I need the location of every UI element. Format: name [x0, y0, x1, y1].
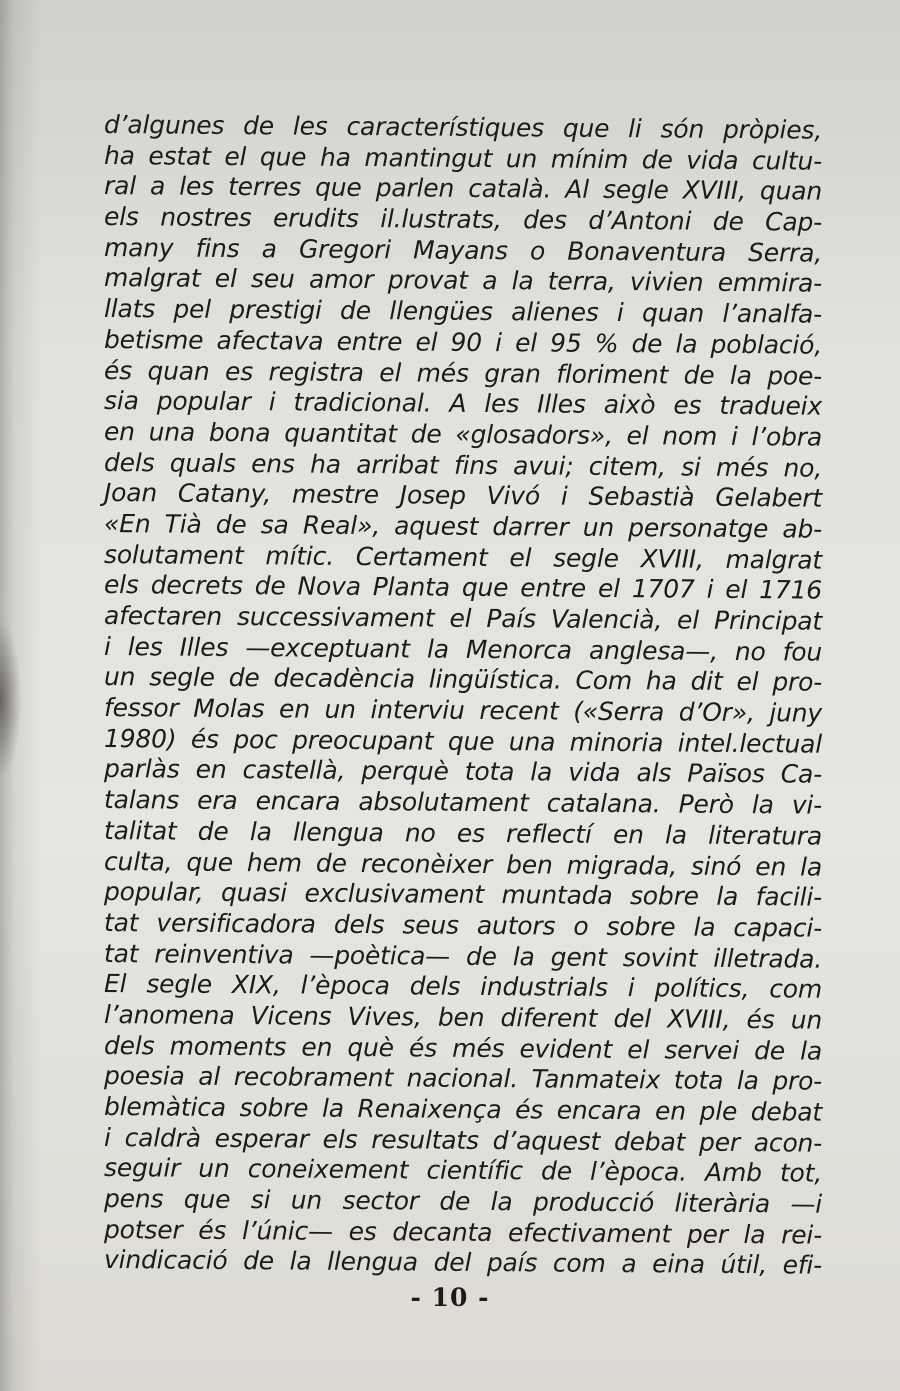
text-line: tat versificadora dels seus autors o sobre la capaci- [104, 907, 822, 943]
text-line: i les Illes —exceptuant la Menorca anglesa—, no fou [104, 631, 822, 667]
text-line: parlàs en castellà, perquè tota la vida als Països Ca- [104, 754, 822, 790]
text-line: El segle XIX, l’època dels industrials i polítics, com [104, 969, 822, 1004]
text-line: talitat de la llengua no es reflectí en la literatura [104, 815, 822, 851]
text-line: d’algunes de les característiques que li són pròpies, [104, 110, 822, 145]
text-line: talans era encara absolutament catalana. Però la vi- [104, 785, 822, 820]
text-line: «En Tià de sa Real», aquest darrer un personatge ab- [104, 508, 822, 544]
text-line: tat reinventiva —poètica— de la gent sovint illetrada. [104, 938, 822, 974]
text-line: és quan es registra el més gran floriment de la poe- [104, 355, 822, 391]
text-line: l’anomena Vicens Vives, ben diferent del XVIII, és un [104, 999, 822, 1035]
text-line: afectaren successivament el País Valencià, el Principat [104, 601, 822, 636]
text-line: sia popular i tradicional. A les Illes això es tradueix [104, 386, 822, 421]
text-line: solutament mític. Certament el segle XVIII, malgrat [104, 539, 822, 575]
body-text [104, 110, 822, 1281]
text-line: i caldrà esperar els resultats d’aquest debat per acon- [104, 1122, 822, 1158]
text-line: popular, quasi exclusivament muntada sobre la facili- [104, 877, 822, 912]
text-line: ral a les terres que parlen català. Al segle XVIII, quan [104, 171, 822, 207]
text-line: many fins a Gregori Mayans o Bonaventura Serra, [104, 232, 822, 268]
text-line: fessor Molas en un interviu recent («Serra d’Or», juny [104, 693, 822, 728]
text-line: dels quals ens ha arribat fins avui; citem, si més no, [104, 447, 822, 483]
text-line: seguir un coneixement científic de l’època. Amb tot, [104, 1153, 822, 1189]
text-line: vindicació de la llengua del país com a eina útil, efi- [104, 1245, 822, 1281]
text-line: culta, que hem de reconèixer ben migrada, sinó en la [104, 846, 822, 882]
text-line: els nostres erudits il.lustrats, des d’Antoni de Cap- [104, 202, 822, 237]
text-line: un segle de decadència lingüística. Com ha dit el pro- [104, 662, 822, 698]
text-line: pens que si un sector de la producció literària —i [104, 1184, 822, 1219]
text-line: malgrat el seu amor provat a la terra, vivien emmira- [104, 263, 822, 299]
text-line: els decrets de Nova Planta que entre el 1707 i el 1716 [104, 570, 822, 605]
text-line: Joan Catany, mestre Josep Vivó i Sebastià Gelabert [104, 478, 822, 513]
text-line: dels moments en què és més evident el servei de la [104, 1030, 822, 1066]
page-number: - 10 - [410, 1283, 490, 1312]
text-line: llats pel prestigi de llengües alienes i quan l’analfa- [104, 294, 822, 329]
text-line: poesia al recobrament nacional. Tanmateix tota la pro- [104, 1061, 822, 1096]
text-line: blemàtica sobre la Renaixença és encara en ple debat [104, 1092, 822, 1127]
text-line: en una bona quantitat de «glosadors», el nom i l’obra [104, 416, 822, 452]
text-line: ha estat el que ha mantingut un mínim de vida cultu- [104, 140, 822, 176]
text-line: betisme afectava entre el 90 i el 95 % de la població, [104, 324, 822, 360]
text-line: potser és l’únic— es decanta efectivament per la rei- [104, 1214, 822, 1250]
text-line: 1980) és poc preocupant que una minoria intel.lectual [104, 723, 822, 759]
thumb-shadow [0, 620, 22, 780]
